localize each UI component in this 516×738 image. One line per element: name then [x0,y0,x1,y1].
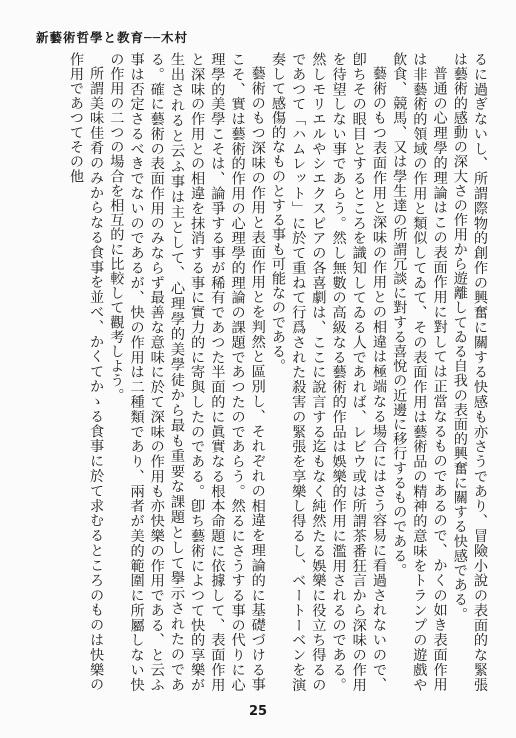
paragraph: るに過ぎないし、所謂際物的創作の興奮に關する快感も亦さうであり、冒險小說の表面的な緊張は藝術的感動の深大さの作用から遊離してゐる自我の表面的興奮に關する快感である。 [451,52,488,692]
vertical-body-text [30,52,490,692]
paragraph: 普通の心理學的理論はこの表面作用に對しては正當なるものであるので、かくの如き表面作用は非藝術的領域の作用と類似してゐて、その表面作用は藝術品の精神的意味をトランプの遊戲や飮食、競馬、又は學生達の所謂冗談に對する喜悅の近邊に移行するものである。 [391,52,448,692]
paragraph: 藝術のもつ深味の作用と表面作用とを判然と區別し、それぞれの相違を理論的に基礎づける事こそ、實は藝術的作用の心理學的理論の課題であつたのであらう。然るにさうする事の代りに心理學的美學こそは、論爭する事が稀有であつた半面的に眞實なる根本命題に依據して、表面作用と深味の作用との相違を抹消する事に實力的に寄與したのである。卽ち藝術によつて快的享樂が生出されると云ふ事は主として、心理學的美學徒から最も重要な課題として擧示されたのである。確に藝術の表面作用のみならず最善な意味に於て深味の作用も亦快樂の作用である、と云ふ事は否定さるべきでないのであるが、快の作用は二種類であり、兩者が美的範圍に所屬しない快の作用の二つの場合を相互的に比較して觀考しよう。 [108,52,266,692]
paragraph: 藝術のもつ表面作用と深味の作用との相違は極端なる場合にはさう容易に看過されないので、卽ちその眼目とするところを識知してゐる人であれば、レビウ或は所謂茶番狂言から深味の作用を待望しない事であらう。然し無數の高級なる藝術的作品は娛樂的作用に濫用されるのである。然しモリエルやシエクスピアの各喜劇は、ここに說言する迄もなく純然たる娛樂に役立ち得るのであつて「ハムレット」に於て重ねて行爲された殺害の緊張を享樂し得るし、ベートーベンを演奏して感傷的なものとする事も可能なのである。 [269,52,387,692]
running-header: 新藝術哲學と教育──木村 [36,30,189,45]
page-number: 25 [248,704,268,719]
paragraph: 所謂美味佳肴のみからなる食事を並べ、かくてかゝる食事に於て求むるところのものは快樂の作用であつてその他 [67,52,105,692]
